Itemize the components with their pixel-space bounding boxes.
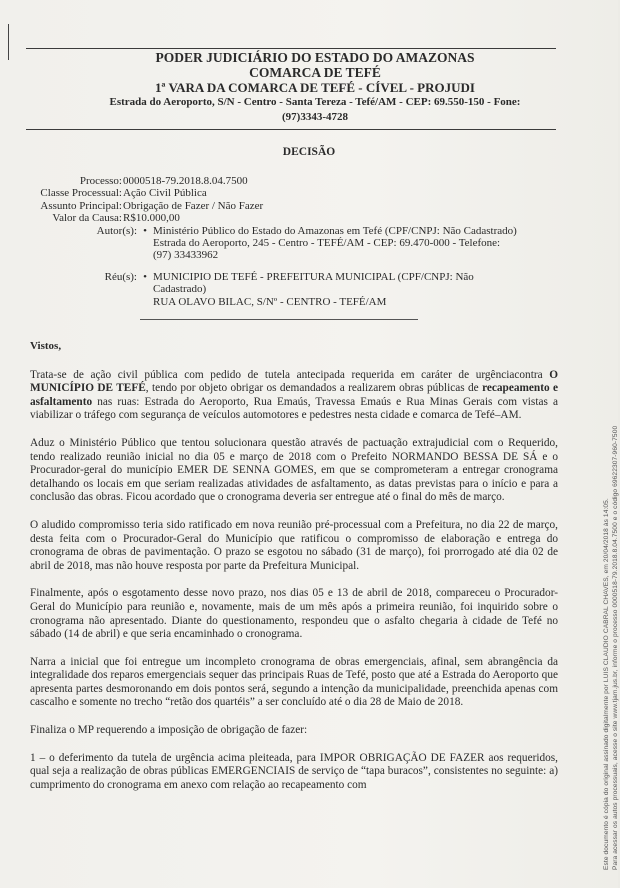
- valor-row: [26, 212, 566, 224]
- vistos-heading: Vistos,: [30, 340, 62, 352]
- p1-defendant: O MUNICÍPIO DE TEFÉ: [30, 368, 558, 395]
- paragraph-4: Finalmente, após o esgotamento desse novo prazo, nos dias 05 e 13 de abril de 2018, compareceu o Procurador-Geral do Município para reunião e, novamente, mais de um mês após a primeira reunião, foi inquirido sobre o cronograma não apresentado. Diante do questionamento, respondeu que o asfalto chegaria à cidade de Tefé no sábado (14 de abril) e que seria encaminhado o cronograma.: [30, 587, 558, 641]
- decision-body: [30, 340, 558, 806]
- reu-line-1: MUNICIPIO DE TEFÉ - PREFEITURA MUNICIPAL (CPF/CNPJ: Não: [153, 270, 474, 283]
- paragraph-5: Narra a inicial que foi entregue um incompleto cronograma de obras emergenciais, afinal, sem abrangência da integralidade dos reparos emergenciais sequer das principais Ruas de Tefé, posto que até a Estrada do Aeroporto que apresenta partes desmoronando em dois pontos será, segundo a intenção da municipalidade, preenchida apenas com cascalho e somente no trecho “retão dos quartéis” a ser concluído até o dia 28 de Maio de 2018.: [30, 655, 558, 709]
- party-divider: [140, 319, 418, 320]
- reu-details: [153, 271, 553, 308]
- paragraph-2: Aduz o Ministério Público que tentou solucionara questão através de pactuação extrajudicial com o Requerido, tendo realizado reunião inicial no dia 05 e março de 2018 com o Prefeito NORMANDO BESSA DE SÁ e o Procurador-geral do município EMER DE SENNA GOMES, em que se comprometeram a entregar cronograma detalhando os locais em que seriam realizadas atividades de asfaltamento, as datas previstas para o início e para a conclusão das obras. Ficou acordado que o cronograma deveria ser entregue até o final do mês de março.: [30, 436, 558, 504]
- processo-row: [26, 175, 566, 187]
- reu-line-3: RUA OLAVO BILAC, S/Nº - CENTRO - TEFÉ/AM: [153, 295, 387, 308]
- document-title: DECISÃO: [282, 146, 336, 158]
- paragraph-6: Finaliza o MP requerendo a imposição de obrigação de fazer:: [30, 724, 308, 737]
- court-header: [70, 50, 560, 125]
- header-line-3: 1ª VARA DA COMARCA DE TEFÉ - CÍVEL - PROJUDI: [155, 80, 475, 95]
- assunto-row: [26, 200, 566, 212]
- paragraph-7: 1 – o deferimento da tutela de urgência acima pleiteada, para IMPOR OBRIGAÇÃO DE FAZER aos requeridos, qual seja a realização de obras públicas EMERGENCIAIS de serviço de “tapa buracos”, consistentes no seguinte: a) cumprimento do cronograma em anexo com relação ao recapeamento com: [30, 751, 558, 791]
- reu-line-2: Cadastrado): [153, 283, 207, 296]
- reu-row: [26, 271, 566, 308]
- processo-label: Processo:: [79, 175, 122, 187]
- p1-text-c: , tendo por objeto obrigar os demandados a realizarem obras públicas de: [145, 382, 483, 395]
- header-address: Estrada do Aeroporto, S/N - Centro - Santa Tereza - Tefé/AM - CEP: 69.550-150 - Fone:: [109, 96, 521, 108]
- autor-line-2: Estrada do Aeroporto, 245 - Centro - TEFÉ/AM - CEP: 69.470-000 - Telefone:: [153, 237, 501, 250]
- autor-label: Autor(s):: [96, 224, 137, 237]
- header-top-rule: [26, 48, 556, 49]
- reu-label: Réu(s):: [104, 270, 137, 283]
- assunto-label: Assunto Principal:: [40, 199, 122, 212]
- signature-note-line-1: Este documento é cópia do original assinado digitalmente por LUIS CLAUDIO CABRAL CHAVES, em 20/04/2018 às 14:05.: [603, 498, 610, 870]
- margin-mark: [8, 24, 9, 60]
- autor-line-1: Ministério Público do Estado do Amazonas em Tefé (CPF/CNPJ: Não Cadastrado): [153, 224, 517, 237]
- assunto-value: Obrigação de Fazer / Não Fazer: [123, 199, 264, 212]
- paragraph-1: [30, 369, 558, 423]
- autor-line-3: (97) 33433962: [153, 249, 219, 262]
- signature-note-line-2: Para acessar os autos processuais, acesse o site www.tjam.jus.br, informe o processo 0000518-79.2018.8.04.7500 e o código 69622307-960-7500: [612, 425, 619, 870]
- header-phone: (97)3343-4728: [282, 111, 348, 123]
- classe-label: Classe Processual:: [40, 187, 122, 200]
- header-bottom-rule: [26, 129, 556, 130]
- valor-value: R$10.000,00: [123, 212, 180, 225]
- digital-signature-note: [602, 50, 620, 870]
- autor-details: [153, 225, 553, 262]
- p1-object: recapeamento e asfaltamento: [30, 382, 558, 408]
- case-metadata: [26, 175, 566, 308]
- reu-bullet: •: [143, 270, 147, 283]
- autor-bullet: •: [143, 224, 147, 237]
- classe-value: Ação Civil Pública: [123, 187, 207, 200]
- paragraph-3: O aludido compromisso teria sido ratificado em nova reunião pré-processual com a Prefeitura, no dia 22 de março, desta feita com o Procurador-Geral do Município que ratificou o compromisso de elaboração e entrega do cronograma de obras de pavimentação. O prazo se esgotou no sábado (31 de março), foi prorrogado até dia 02 de abril de 2018, mas não houve resposta por parte da Prefeitura Municipal.: [30, 518, 558, 572]
- header-line-2: COMARCA DE TEFÉ: [249, 65, 381, 80]
- autor-row: [26, 225, 566, 262]
- header-line-1: PODER JUDICIÁRIO DO ESTADO DO AMAZONAS: [155, 50, 475, 65]
- classe-row: [26, 187, 566, 199]
- valor-label: Valor da Causa:: [52, 212, 122, 225]
- p1-text-a: Trata-se de ação civil pública com pedido de tutela antecipada requerida em caráter de urgênciacontra: [30, 368, 550, 381]
- p1-text-e: nas ruas: Estrada do Aeroporto, Rua Emaús, Travessa Emaús e Rua Minas Gerais com vistas a viabilizar o tráfego com segurança de veículos automotores e pedestres nesta cidade e comarca de Tefé–AM.: [30, 395, 558, 422]
- processo-value: 0000518-79.2018.8.04.7500: [123, 175, 248, 187]
